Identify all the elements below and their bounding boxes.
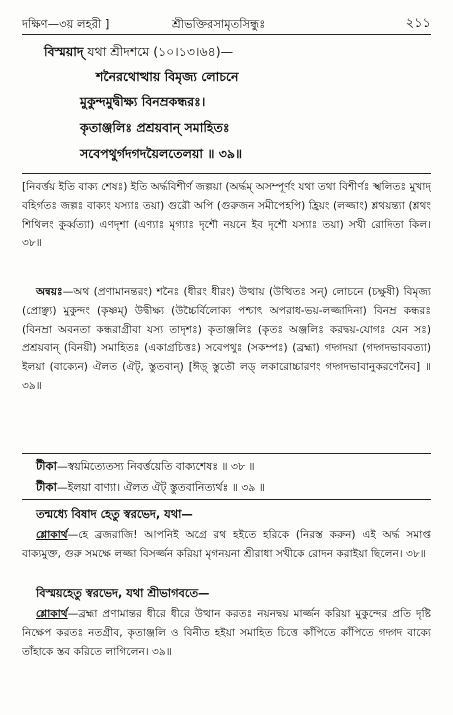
section-divider [22, 453, 431, 454]
shlokartha-paragraph [22, 526, 431, 584]
verse-intro-heading: বিস্ময়াদ্ [44, 44, 84, 59]
section-heading: তন্মধ্যে বিষাদ হেতু স্বরভেদ, যথা— [36, 507, 193, 521]
header-chapter: দক্ষিণ—৩য় লহরী ] [22, 17, 110, 31]
running-header [22, 14, 431, 34]
section-heading: বিস্ময়হেতু স্বরভেদ, যথা শ্রীভাগবতে— [36, 586, 210, 600]
tika-label: টীকা [36, 480, 57, 494]
anvaya-paragraph [22, 283, 431, 449]
verse-line: শনৈরথোত্থায় বিমৃজ্য লোচনে [96, 69, 239, 84]
verse-intro-ref: যথা শ্রীদশমে (১০।১৩।৬৪)— [83, 44, 234, 59]
anvaya-text: —অথ (প্রণামানন্তরং) শনৈঃ (ধীরং ধীরং) উত্থায় (উত্থিতঃ সন্) লোচনে (চক্ষুষী) বিমৃজ্য (প্রোঞ্ছ্য) মুকুন্দং (কৃষ্ণম্) উদ্বীক্ষ্য (উচ্চৈর্বিলোক্য পশ্চাৎ অপরাধ-ভয়-লজ্জাদিনা) বিনম্র কন্ধরঃ (বিনম্রা অবনতা কন্ধরাগ্রীবা যস্য তাদৃশঃ) কৃতাঞ্জলিঃ (কৃতঃ অঞ্জলিঃ করদ্বয়-যোগঃ যেন সঃ) প্রশ্রয়বান্ (বিনয়ী) সমাহিতঃ (একাগ্রচিত্তঃ) সবেপথুঃ (সকম্পঃ) (ব্রহ্মা) গদ্গদয়া (গদ্গদভাববত্যা) ইলয়া (বাক্যেন) ঐলত (ঐট্, স্তুতবান্) [ঈড়্ স্তুতৌ লড্ লকারোচ্চারণং গদ্গদভাবানুকরণেনৈব] ॥ ৩৯॥ [22, 286, 431, 392]
shlokartha-text: —হে ব্রজরাজি! আপনিই অগ্রে রথ হইতে হরিকে (নিরস্ত করুন) এই অর্দ্ধ সমাপ্ত বাক্যমুক্ত, গুরু সমক্ষে লজ্জা বিসর্জ্জন করিয়া মৃগনয়না শ্রীরাধা সখীকে রোদন করাইয়া ছিলেন। ৩৮॥ [22, 529, 431, 560]
tika-line [36, 479, 265, 498]
commentary-text: [নিবর্ত্তয় ইতি বাক্য শেষঃ) ইতি অর্দ্ধবিশীর্ণ জল্পয়া (অর্দ্ধম্ অসম্পূর্ণং যথা তথা বিশীর্ণঃ স্খলিতঃ মুখাদ্ বহির্গতঃ জল্পঃ বাক্যং যস্যাঃ তয়া) গুরৌ অপি (গুরুজন সমীপেহপি) হ্রিয়ং (লজ্জাং) শ্লথয়ন্ত্যা (শ্লথং শিথিলং কুর্ব্বত্যা) এণদৃশা (এণ্যাঃ মৃগ্যাঃ দৃশৌ নয়নে ইব দৃশৌ যস্যাঃ তয়া) সখী রোদিতা কিল। ৩৮॥ [22, 181, 431, 250]
section-divider [22, 499, 431, 500]
section-divider [22, 173, 431, 174]
shlokartha-text: —ব্রহ্মা প্রণামান্তর ধীরে ধীরে উত্থান করতঃ নয়নদ্বয় মার্জ্জন করিয়া মুকুন্দের প্রতি দৃষ্টি নিক্ষেপ করতঃ নতগ্রীব, কৃতাঞ্জলি ও বিনীত হইয়া সমাহিত চিত্তে কাঁপিতে কাঁপিতে গদ্গদ বাক্যে তাঁহাকে স্তব করিতে লাগিলেন। ৩৯॥ [22, 608, 431, 658]
header-divider [22, 34, 431, 35]
tika-line [36, 458, 255, 477]
verse-line: মুকুন্দমুদ্বীক্ষ্য বিনম্রকন্ধরঃ। [80, 94, 206, 109]
tika-text: —ইলয়া বাণ্যা। ঐলত ঐট্ স্তুতবানিত্যর্থঃ ॥ ৩৯ ॥ [56, 481, 265, 494]
page-number: ২১১ [405, 16, 431, 31]
tika-label: টীকা [36, 459, 57, 473]
commentary-paragraph [22, 178, 431, 280]
shlokartha-label: শ্লোকার্থ [36, 608, 68, 620]
verse-line: কৃতাঞ্জলিঃ প্রশ্রয়বান্ সমাহিতঃ [80, 120, 230, 135]
verse-intro [44, 44, 233, 64]
shlokartha-label: শ্লোকার্থ [36, 529, 68, 541]
verse-line: সবেপথুর্গদগদয়ৈলতেলয়া ॥ ৩৯॥ [80, 146, 243, 161]
header-book-title: শ্রীভক্তিরসামৃতসিন্ধুঃ [172, 17, 266, 31]
shlokartha-paragraph [22, 605, 431, 705]
anvaya-label: অন্বয়ঃ [36, 286, 63, 298]
tika-text: —স্বয়মিত্যেতস্য নিবর্ত্তয়েতি বাক্যশেষঃ ॥ ৩৮ ॥ [56, 460, 255, 473]
